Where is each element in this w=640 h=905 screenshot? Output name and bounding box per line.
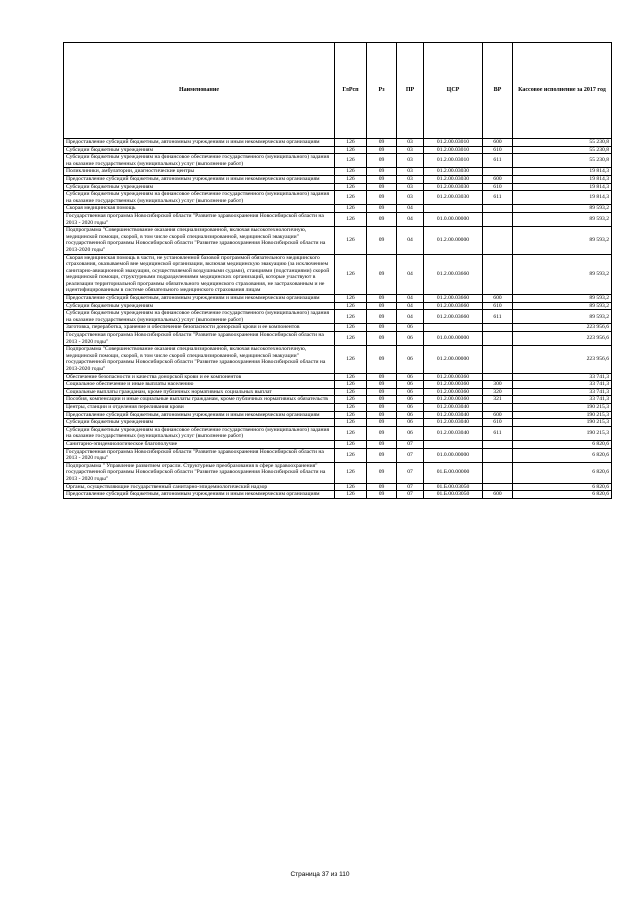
cell-csr: 01.2.00.00360 xyxy=(424,388,483,396)
header-pr: ПР xyxy=(397,43,424,139)
cell-pr: 06 xyxy=(397,388,424,396)
cell-pr: 06 xyxy=(397,419,424,427)
cell-name: Предоставление субсидий бюджетным, автономным учреждениям и иным некоммерческим организациям xyxy=(64,175,335,183)
cell-vr xyxy=(483,346,513,373)
cell-amount: 223 956,6 xyxy=(513,332,612,346)
cell-grbs: 126 xyxy=(335,205,367,213)
cell-grbs: 126 xyxy=(335,302,367,310)
cell-name: Центры, станции и отделения переливания крови xyxy=(64,403,335,411)
cell-vr xyxy=(483,168,513,176)
cell-rz: 09 xyxy=(367,388,397,396)
cell-vr xyxy=(483,483,513,491)
cell-name: Предоставление субсидий бюджетным, автономным учреждениям и иным некоммерческим организациям xyxy=(64,139,335,147)
cell-pr: 03 xyxy=(397,191,424,205)
cell-vr: 611 xyxy=(483,310,513,324)
cell-rz: 09 xyxy=(367,310,397,324)
table-row xyxy=(64,462,612,483)
cell-rz: 09 xyxy=(367,183,397,191)
cell-amount: 89 593,2 xyxy=(513,295,612,303)
cell-csr: 01.Б.00.00000 xyxy=(424,462,483,483)
cell-pr: 03 xyxy=(397,168,424,176)
cell-amount: 190 215,3 xyxy=(513,426,612,440)
table-row xyxy=(64,381,612,389)
cell-rz: 09 xyxy=(367,254,397,295)
cell-rz: 09 xyxy=(367,411,397,419)
cell-csr: 01.2.00.00000 xyxy=(424,227,483,254)
cell-name: Субсидии бюджетным учреждениям xyxy=(64,146,335,154)
cell-pr: 06 xyxy=(397,346,424,373)
cell-name: Подпрограмма " Управление развитием отрасли. Структурные преобразования в сфере здравоохранения" государственной программы Новосибирской области "Развитие здравоохранения Новосибирской области на 2013 - 2020 годы" xyxy=(64,462,335,483)
cell-csr: 01.Б.00.03050 xyxy=(424,491,483,499)
cell-pr: 07 xyxy=(397,448,424,462)
cell-amount: 89 593,2 xyxy=(513,212,612,226)
cell-pr: 04 xyxy=(397,254,424,295)
cell-vr xyxy=(483,462,513,483)
header-grbs: ГлРсп xyxy=(335,43,367,139)
cell-rz: 09 xyxy=(367,205,397,213)
cell-amount: 6 820,6 xyxy=(513,483,612,491)
cell-grbs: 126 xyxy=(335,332,367,346)
cell-grbs: 126 xyxy=(335,175,367,183)
cell-grbs: 126 xyxy=(335,419,367,427)
cell-grbs: 126 xyxy=(335,168,367,176)
table-row xyxy=(64,212,612,226)
cell-amount: 190 215,3 xyxy=(513,411,612,419)
cell-pr: 06 xyxy=(397,426,424,440)
cell-grbs: 126 xyxy=(335,254,367,295)
cell-csr xyxy=(424,440,483,448)
cell-pr: 04 xyxy=(397,227,424,254)
cell-grbs: 126 xyxy=(335,373,367,381)
cell-amount: 89 593,2 xyxy=(513,227,612,254)
cell-name: Государственная программа Новосибирской области "Развитие здравоохранения Новосибирской области на 2013 - 2020 годы" xyxy=(64,448,335,462)
table-body xyxy=(64,139,612,499)
page-number: Страница 37 из 110 xyxy=(290,871,350,878)
cell-pr: 04 xyxy=(397,295,424,303)
cell-grbs: 126 xyxy=(335,411,367,419)
cell-csr: 01.2.00.03010 xyxy=(424,154,483,168)
cell-vr xyxy=(483,212,513,226)
cell-rz: 09 xyxy=(367,146,397,154)
cell-name: Субсидии бюджетным учреждениям на финансовое обеспечение государственного (муниципального) задания на оказание государственных (муниципальных) услуг (выполнение работ) xyxy=(64,426,335,440)
cell-grbs: 126 xyxy=(335,191,367,205)
cell-amount: 19 814,3 xyxy=(513,191,612,205)
cell-csr: 01.2.00.03040 xyxy=(424,419,483,427)
cell-rz: 09 xyxy=(367,448,397,462)
cell-pr: 06 xyxy=(397,324,424,332)
cell-name: Поликлиники, амбулатории, диагностические центры xyxy=(64,168,335,176)
cell-grbs: 126 xyxy=(335,227,367,254)
cell-name: Органы, осуществляющие государственный санитарно-эпидемиологический надзор xyxy=(64,483,335,491)
cell-pr: 06 xyxy=(397,403,424,411)
cell-csr: 01.0.00.00000 xyxy=(424,212,483,226)
cell-vr xyxy=(483,332,513,346)
cell-rz: 09 xyxy=(367,440,397,448)
cell-csr: 01.2.00.03660 xyxy=(424,302,483,310)
cell-name: Государственная программа Новосибирской области "Развитие здравоохранения Новосибирской области на 2013 - 2020 годы" xyxy=(64,212,335,226)
cell-amount: 55 230,8 xyxy=(513,139,612,147)
table-row xyxy=(64,373,612,381)
table-row xyxy=(64,154,612,168)
table-row xyxy=(64,302,612,310)
cell-name: Субсидии бюджетным учреждениям на финансовое обеспечение государственного (муниципального) задания на оказание государственных (муниципальных) услуг (выполнение работ) xyxy=(64,154,335,168)
cell-rz: 09 xyxy=(367,139,397,147)
cell-grbs: 126 xyxy=(335,324,367,332)
cell-amount: 190 215,3 xyxy=(513,419,612,427)
table-row xyxy=(64,403,612,411)
cell-pr: 03 xyxy=(397,183,424,191)
cell-rz: 09 xyxy=(367,426,397,440)
cell-name: Скорая медицинская помощь в части, не установленной базовой программой обязательного медицинского страхования, оказываемой вне медицинской организации, включая медицинскую эвакуацию (за исключением санитарно-авиационной эвакуации, осуществляемой воздушными судами), станциями (подстанциями) скорой медицинской помощи, структурными подразделениями медицинских организаций, которые участвуют в реализации территориальной программы обязательного медицинского страхования, не застрахованным и не идентифицированным в системе обязательного медицинского страхования лицам xyxy=(64,254,335,295)
cell-csr: 01.2.00.00360 xyxy=(424,381,483,389)
table-row xyxy=(64,491,612,499)
cell-grbs: 126 xyxy=(335,212,367,226)
cell-grbs: 126 xyxy=(335,310,367,324)
cell-name: Социальные выплаты гражданам, кроме публичных нормативных социальных выплат xyxy=(64,388,335,396)
cell-grbs: 126 xyxy=(335,440,367,448)
table-row xyxy=(64,426,612,440)
cell-rz: 09 xyxy=(367,396,397,404)
cell-vr: 610 xyxy=(483,183,513,191)
cell-csr: 01.0.00.00000 xyxy=(424,448,483,462)
cell-csr: 01.2.00.00360 xyxy=(424,396,483,404)
cell-csr: 01.2.00.03660 xyxy=(424,310,483,324)
table-header-row xyxy=(64,43,612,139)
cell-grbs: 126 xyxy=(335,462,367,483)
cell-pr: 03 xyxy=(397,154,424,168)
cell-pr: 06 xyxy=(397,396,424,404)
cell-rz: 09 xyxy=(367,419,397,427)
cell-pr: 07 xyxy=(397,483,424,491)
cell-vr xyxy=(483,227,513,254)
cell-pr: 04 xyxy=(397,212,424,226)
table-row xyxy=(64,146,612,154)
cell-csr xyxy=(424,205,483,213)
cell-vr: 610 xyxy=(483,419,513,427)
cell-amount: 19 814,3 xyxy=(513,168,612,176)
cell-rz: 09 xyxy=(367,302,397,310)
table-row xyxy=(64,254,612,295)
cell-grbs: 126 xyxy=(335,146,367,154)
cell-pr: 06 xyxy=(397,411,424,419)
cell-csr: 01.Б.00.03050 xyxy=(424,483,483,491)
cell-pr: 03 xyxy=(397,139,424,147)
cell-grbs: 126 xyxy=(335,139,367,147)
cell-csr xyxy=(424,324,483,332)
cell-pr: 07 xyxy=(397,462,424,483)
cell-name: Социальное обеспечение и иные выплаты населению xyxy=(64,381,335,389)
cell-vr: 600 xyxy=(483,491,513,499)
cell-rz: 09 xyxy=(367,373,397,381)
cell-amount: 55 230,8 xyxy=(513,146,612,154)
cell-csr: 01.2.00.03030 xyxy=(424,183,483,191)
table-row xyxy=(64,191,612,205)
cell-name: Субсидии бюджетным учреждениям на финансовое обеспечение государственного (муниципального) задания на оказание государственных (муниципальных) услуг (выполнение работ) xyxy=(64,310,335,324)
cell-pr: 06 xyxy=(397,332,424,346)
cell-csr: 01.2.00.00360 xyxy=(424,373,483,381)
cell-vr: 321 xyxy=(483,396,513,404)
cell-amount: 6 820,6 xyxy=(513,440,612,448)
cell-name: Заготовка, переработка, хранение и обеспечение безопасности донорской крови и ее компонентов xyxy=(64,324,335,332)
budget-execution-table xyxy=(63,42,612,499)
cell-vr: 611 xyxy=(483,426,513,440)
cell-name: Субсидии бюджетным учреждениям xyxy=(64,302,335,310)
table-row xyxy=(64,388,612,396)
cell-name: Субсидии бюджетным учреждениям xyxy=(64,419,335,427)
table-row xyxy=(64,295,612,303)
cell-rz: 09 xyxy=(367,403,397,411)
cell-vr xyxy=(483,205,513,213)
cell-grbs: 126 xyxy=(335,403,367,411)
cell-amount: 33 741,3 xyxy=(513,373,612,381)
cell-rz: 09 xyxy=(367,483,397,491)
cell-csr: 01.2.00.03030 xyxy=(424,175,483,183)
cell-name: Предоставление субсидий бюджетным, автономным учреждениям и иным некоммерческим организациям xyxy=(64,295,335,303)
cell-rz: 09 xyxy=(367,491,397,499)
cell-csr: 01.2.00.03010 xyxy=(424,139,483,147)
header-amount: Кассовое исполнение за 2017 год xyxy=(513,43,612,139)
cell-amount: 89 593,2 xyxy=(513,254,612,295)
cell-amount: 33 741,3 xyxy=(513,388,612,396)
cell-pr: 03 xyxy=(397,175,424,183)
cell-rz: 09 xyxy=(367,175,397,183)
cell-csr: 01.2.00.03010 xyxy=(424,146,483,154)
cell-csr: 01.2.00.03030 xyxy=(424,168,483,176)
cell-grbs: 126 xyxy=(335,483,367,491)
cell-name: Субсидии бюджетным учреждениям на финансовое обеспечение государственного (муниципального) задания на оказание государственных (муниципальных) услуг (выполнение работ) xyxy=(64,191,335,205)
cell-grbs: 126 xyxy=(335,448,367,462)
table-row xyxy=(64,448,612,462)
cell-rz: 09 xyxy=(367,381,397,389)
cell-name: Скорая медицинская помощь xyxy=(64,205,335,213)
table-row xyxy=(64,419,612,427)
cell-vr xyxy=(483,324,513,332)
cell-vr xyxy=(483,403,513,411)
cell-amount: 6 820,6 xyxy=(513,462,612,483)
cell-grbs: 126 xyxy=(335,396,367,404)
cell-vr: 610 xyxy=(483,302,513,310)
cell-vr: 320 xyxy=(483,388,513,396)
cell-rz: 09 xyxy=(367,324,397,332)
cell-vr: 600 xyxy=(483,295,513,303)
cell-name: Подпрограмма "Совершенствование оказания специализированной, включая высокотехнологичную, медицинской помощи, скорой, в том числе скорой специализированной, медицинской эвакуации" государственной программы Новосибирской области "Развитие здравоохранения Новосибирской области на 2013-2020 годы" xyxy=(64,227,335,254)
cell-csr: 01.2.00.03040 xyxy=(424,426,483,440)
table-row xyxy=(64,227,612,254)
header-vr: ВР xyxy=(483,43,513,139)
cell-csr: 01.2.00.03030 xyxy=(424,191,483,205)
cell-pr: 03 xyxy=(397,146,424,154)
cell-vr xyxy=(483,373,513,381)
cell-amount: 19 814,3 xyxy=(513,175,612,183)
cell-name: Государственная программа Новосибирской области "Развитие здравоохранения Новосибирской области на 2013 - 2020 годы" xyxy=(64,332,335,346)
cell-pr: 06 xyxy=(397,381,424,389)
cell-rz: 09 xyxy=(367,346,397,373)
cell-name: Предоставление субсидий бюджетным, автономным учреждениям и иным некоммерческим организациям xyxy=(64,491,335,499)
cell-grbs: 126 xyxy=(335,426,367,440)
cell-amount: 6 820,6 xyxy=(513,448,612,462)
cell-csr: 01.0.00.00000 xyxy=(424,332,483,346)
table-row xyxy=(64,440,612,448)
cell-pr: 06 xyxy=(397,373,424,381)
cell-rz: 09 xyxy=(367,227,397,254)
table-row xyxy=(64,411,612,419)
cell-amount: 6 820,6 xyxy=(513,491,612,499)
cell-vr: 600 xyxy=(483,411,513,419)
cell-amount: 223 956,6 xyxy=(513,346,612,373)
table-row xyxy=(64,168,612,176)
header-name: Наименование xyxy=(64,43,335,139)
cell-amount: 89 593,2 xyxy=(513,205,612,213)
cell-csr: 01.2.00.03040 xyxy=(424,411,483,419)
cell-grbs: 126 xyxy=(335,491,367,499)
table-row xyxy=(64,139,612,147)
cell-grbs: 126 xyxy=(335,381,367,389)
cell-rz: 09 xyxy=(367,191,397,205)
cell-vr xyxy=(483,440,513,448)
table-row xyxy=(64,332,612,346)
table-row xyxy=(64,324,612,332)
table-row xyxy=(64,183,612,191)
cell-rz: 09 xyxy=(367,154,397,168)
cell-name: Санитарно-эпидемиологическое благополучие xyxy=(64,440,335,448)
header-csr: ЦСР xyxy=(424,43,483,139)
cell-rz: 09 xyxy=(367,212,397,226)
cell-name: Предоставление субсидий бюджетным, автономным учреждениям и иным некоммерческим организациям xyxy=(64,411,335,419)
cell-csr: 01.2.00.03660 xyxy=(424,295,483,303)
table-row xyxy=(64,483,612,491)
cell-csr: 01.2.00.03660 xyxy=(424,254,483,295)
table-row xyxy=(64,310,612,324)
cell-csr: 01.2.00.03040 xyxy=(424,403,483,411)
cell-name: Подпрограмма "Совершенствование оказания специализированной, включая высокотехнологичную, медицинской помощи, скорой, в том числе скорой специализированной, медицинской эвакуации" государственной программы Новосибирской области "Развитие здравоохранения Новосибирской области на 2013-2020 годы" xyxy=(64,346,335,373)
cell-rz: 09 xyxy=(367,462,397,483)
cell-vr: 611 xyxy=(483,191,513,205)
cell-grbs: 126 xyxy=(335,295,367,303)
table-row xyxy=(64,175,612,183)
cell-pr: 04 xyxy=(397,310,424,324)
table-row xyxy=(64,396,612,404)
cell-amount: 55 230,8 xyxy=(513,154,612,168)
cell-pr: 07 xyxy=(397,440,424,448)
cell-grbs: 126 xyxy=(335,346,367,373)
header-rz: Рз xyxy=(367,43,397,139)
cell-rz: 09 xyxy=(367,295,397,303)
cell-csr: 01.2.00.00000 xyxy=(424,346,483,373)
cell-vr xyxy=(483,448,513,462)
cell-amount: 89 593,2 xyxy=(513,310,612,324)
cell-vr: 611 xyxy=(483,154,513,168)
table-row xyxy=(64,205,612,213)
cell-amount: 19 814,3 xyxy=(513,183,612,191)
cell-rz: 09 xyxy=(367,168,397,176)
cell-vr: 600 xyxy=(483,175,513,183)
cell-pr: 04 xyxy=(397,302,424,310)
cell-amount: 190 215,3 xyxy=(513,403,612,411)
cell-amount: 33 741,3 xyxy=(513,381,612,389)
cell-name: Субсидии бюджетным учреждениям xyxy=(64,183,335,191)
cell-pr: 04 xyxy=(397,205,424,213)
cell-amount: 223 956,6 xyxy=(513,324,612,332)
cell-name: Пособия, компенсации и иные социальные выплаты гражданам, кроме публичных нормативных обязательств xyxy=(64,396,335,404)
cell-vr: 610 xyxy=(483,146,513,154)
cell-amount: 33 741,3 xyxy=(513,396,612,404)
cell-vr xyxy=(483,254,513,295)
cell-grbs: 126 xyxy=(335,183,367,191)
cell-pr: 07 xyxy=(397,491,424,499)
table-row xyxy=(64,346,612,373)
cell-grbs: 126 xyxy=(335,388,367,396)
cell-vr: 300 xyxy=(483,381,513,389)
cell-vr: 600 xyxy=(483,139,513,147)
cell-name: Обеспечение безопасности и качества донорской крови и ее компонентов xyxy=(64,373,335,381)
cell-grbs: 126 xyxy=(335,154,367,168)
cell-rz: 09 xyxy=(367,332,397,346)
cell-amount: 89 593,2 xyxy=(513,302,612,310)
